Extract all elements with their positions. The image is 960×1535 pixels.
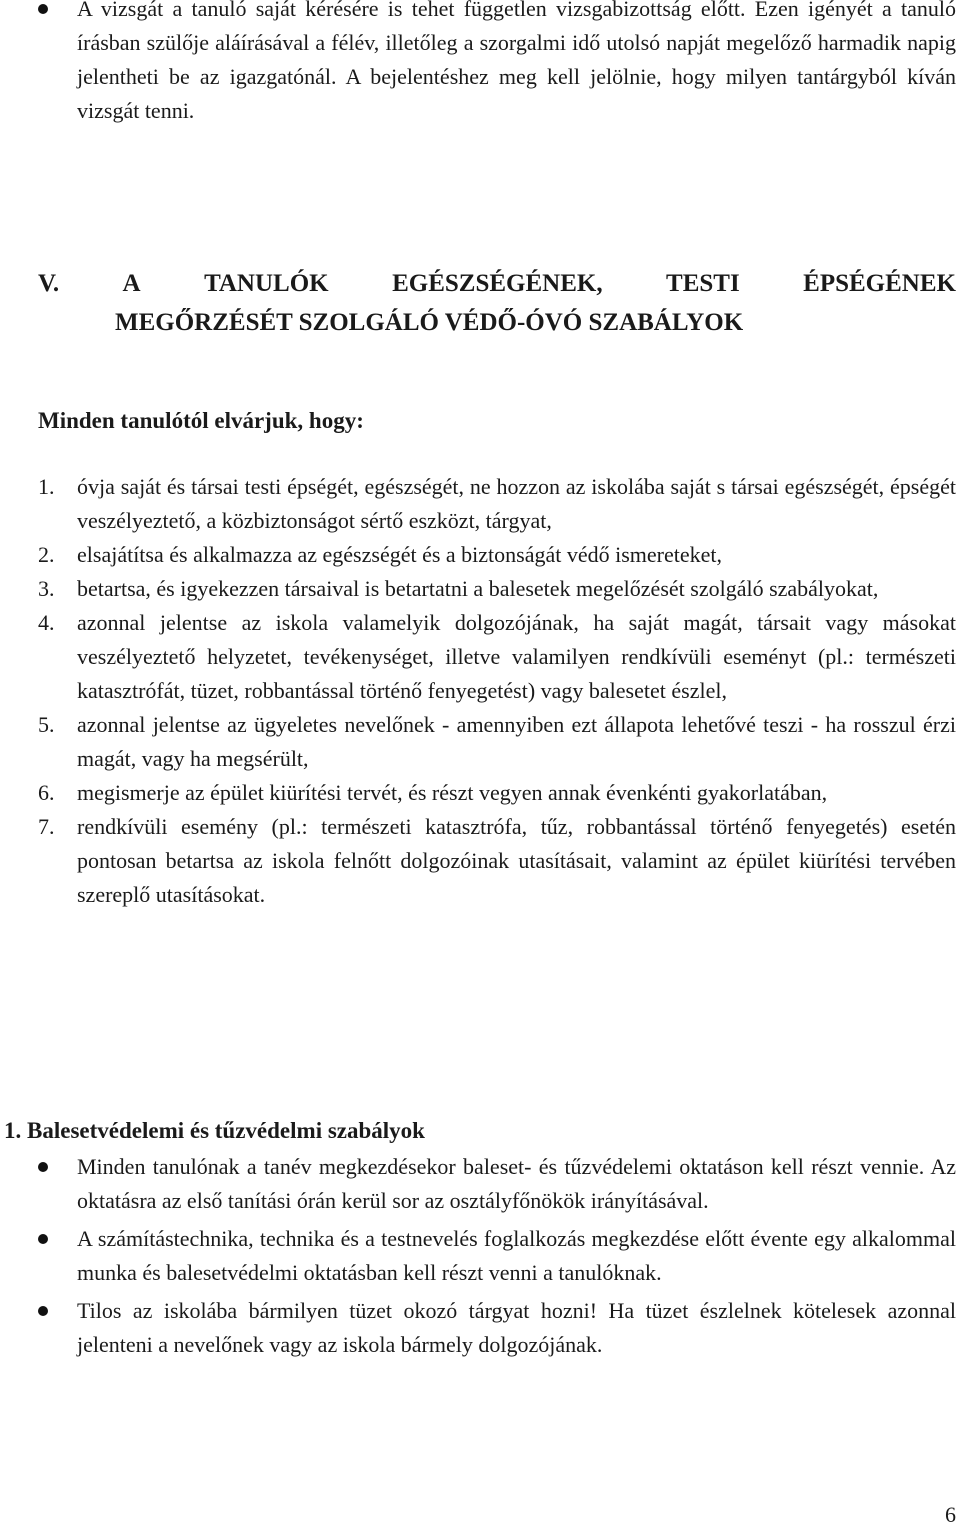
item-number: 3. — [38, 576, 55, 601]
numbered-item — [0, 572, 960, 606]
item-text: azonnal jelentse az iskola valamelyik dolgozójának, ha saját magát, társait vagy másokat veszélyeztető helyzetet, tevékenységet, illetve valamilyen rendkívüli eseményt (pl.: természeti katasztrófát, tüzet, robbantással történő fenyegetést) vagy balesetet észlel, — [77, 610, 956, 703]
top-bullet-list — [0, 0, 960, 128]
heading-word: EGÉSZSÉGÉNEK, — [392, 270, 603, 297]
item-number: 2. — [38, 542, 55, 567]
bottom-bullet-list — [0, 1150, 960, 1366]
heading-word: TESTI — [666, 270, 740, 297]
list-item — [0, 1150, 960, 1218]
bullet-text: Minden tanulónak a tanév megkezdésekor baleset- és tűzvédelemi oktatáson kell részt vennie. Az oktatásra az első tanítási órán kerül sor az osztályfőnökök irányításával. — [77, 1154, 956, 1213]
intro-text: Minden tanulótól elvárjuk, hogy: — [38, 408, 364, 433]
section-heading-line1 — [38, 264, 956, 303]
numbered-item — [0, 810, 960, 912]
bullet-icon — [38, 1306, 48, 1316]
numbered-item — [0, 776, 960, 810]
item-number: 5. — [38, 712, 55, 737]
numbered-item — [0, 708, 960, 776]
heading-word: ÉPSÉGÉNEK — [803, 270, 956, 297]
item-text: azonnal jelentse az ügyeletes nevelőnek - amennyiben ezt állapota lehetővé teszi - ha rosszul érzi magát, vagy ha megsérült, — [77, 712, 956, 771]
numbered-item — [0, 606, 960, 708]
numbered-item — [0, 470, 960, 538]
item-text: megismerje az épület kiürítési tervét, és részt vegyen annak évenkénti gyakorlatában, — [77, 780, 828, 805]
bullet-text: A vizsgát a tanuló saját kérésére is tehet független vizsgabizottság előtt. Ezen igényét a tanuló írásban szülője aláírásával a félév, illetőleg a szorgalmi idő utolsó napját megelőző harmadik napig jelentheti be az igazgatónál. A bejelentéshez meg kell jelölnie, hogy milyen tantárgyból kíván vizsgát tenni. — [77, 0, 956, 123]
heading-word: A — [122, 270, 141, 297]
numbered-list — [0, 470, 960, 912]
list-item — [0, 0, 960, 128]
bullet-icon — [38, 1234, 48, 1244]
item-number: 6. — [38, 780, 55, 805]
list-item — [0, 1222, 960, 1290]
bullet-icon — [38, 1162, 48, 1172]
section-number: V. — [38, 270, 60, 297]
item-number: 7. — [38, 814, 55, 839]
bullet-text: Tilos az iskolába bármilyen tüzet okozó tárgyat hozni! Ha tüzet észlelnek kötelesek azonnal jelenteni a nevelőnek vagy az iskola bármely dolgozójának. — [77, 1298, 956, 1357]
section-heading — [38, 264, 956, 342]
item-text: óvja saját és társai testi épségét, egészségét, ne hozzon az iskolába saját s társai egészségét, épségét veszélyeztető, a közbiztonságot sértő eszközt, tárgyat, — [77, 474, 956, 533]
item-number: 1. — [38, 474, 55, 499]
list-item — [0, 1294, 960, 1362]
item-number: 4. — [38, 610, 55, 635]
item-text: betartsa, és igyekezzen társaival is betartatni a balesetek megelőzését szolgáló szabályokat, — [77, 576, 879, 601]
page-number: 6 — [945, 1502, 956, 1527]
item-text: elsajátítsa és alkalmazza az egészségét és a biztonságát védő ismereteket, — [77, 542, 723, 567]
bullet-text: A számítástechnika, technika és a testnevelés foglalkozás megkezdése előtt évente egy alkalommal munka és balesetvédelmi oktatásban kell részt venni a tanulóknak. — [77, 1226, 956, 1285]
item-text: rendkívüli esemény (pl.: természeti katasztrófa, tűz, robbantással történő fenyegetés) esetén pontosan betartsa az iskola felnőtt dolgozóinak utasításait, valamint az épület kiürítési tervében szereplő utasításokat. — [77, 814, 956, 907]
numbered-item — [0, 538, 960, 572]
section-heading-line2: MEGŐRZÉSÉT SZOLGÁLÓ VÉDŐ-ÓVÓ SZABÁLYOK — [115, 309, 744, 336]
subsection-heading: 1. Balesetvédelemi és tűzvédelmi szabályok — [4, 1118, 425, 1143]
heading-word: TANULÓK — [204, 270, 329, 297]
bullet-icon — [38, 4, 48, 14]
